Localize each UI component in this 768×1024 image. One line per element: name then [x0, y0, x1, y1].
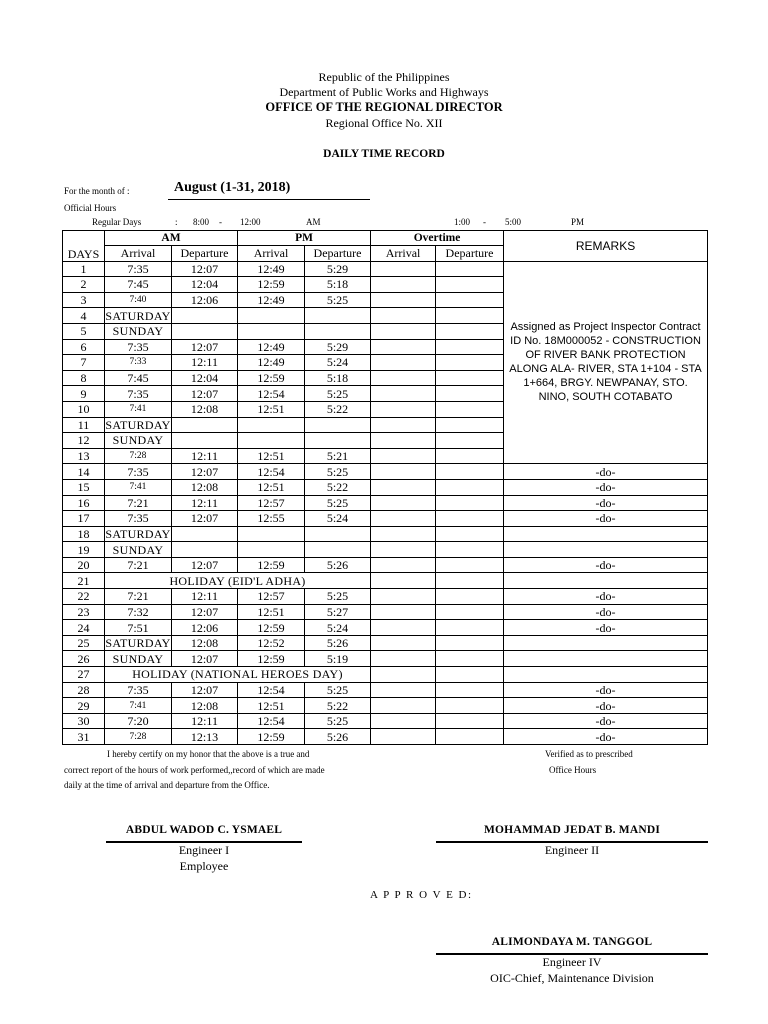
days-header: DAYS [63, 231, 105, 262]
ot-arrival [371, 417, 436, 433]
employee-name: ABDUL WADOD C. YSMAEL [125, 824, 283, 836]
pm-departure: 5:25 [305, 589, 371, 605]
ot-departure [436, 682, 504, 698]
ot-departure [436, 511, 504, 527]
ot-arrival [371, 464, 436, 480]
pm-departure: 5:18 [305, 370, 371, 386]
ot-departure [436, 339, 504, 355]
remarks-cell: -do- [504, 479, 708, 495]
pm-dash: - [483, 217, 486, 227]
day-number: 16 [63, 495, 105, 511]
ot-arrival [371, 479, 436, 495]
holiday-label: HOLIDAY (EID'L ADHA) [105, 573, 371, 589]
republic-text: Republic of the Philippines [318, 70, 450, 84]
day-number: 18 [63, 526, 105, 542]
am-departure: 12:04 [172, 277, 238, 293]
remarks-cell [504, 635, 708, 651]
am-departure: 12:07 [172, 386, 238, 402]
pm-departure: 5:26 [305, 729, 371, 745]
ot-departure [436, 433, 504, 449]
ot-arrival [371, 277, 436, 293]
pm-arrival: 12:55 [238, 511, 305, 527]
day-number: 12 [63, 433, 105, 449]
day-number: 31 [63, 729, 105, 745]
weekend-label: SUNDAY [105, 433, 172, 449]
weekend-label: SATURDAY [105, 417, 171, 432]
ot-arrival [371, 261, 436, 277]
weekend-label: SATURDAY [105, 636, 171, 651]
pm-arrival: 12:59 [238, 557, 305, 573]
month-label: For the month of : [64, 186, 130, 196]
ot-departure [436, 557, 504, 573]
pm-arrival-header: Arrival [238, 246, 305, 262]
header-row-top [63, 231, 708, 246]
ot-arrival [371, 667, 436, 683]
am-departure: 12:07 [172, 261, 238, 277]
am-arrival: 7:35 [105, 511, 172, 527]
day-number: 3 [63, 292, 105, 308]
pm-arrival: 12:54 [238, 713, 305, 729]
verified-line-2: Office Hours [549, 765, 597, 775]
pm-departure: 5:25 [305, 464, 371, 480]
table-row [63, 573, 708, 589]
am-departure: 12:07 [172, 651, 238, 667]
ot-departure [436, 292, 504, 308]
am-departure: 12:11 [172, 589, 238, 605]
pm-departure: 5:29 [305, 261, 371, 277]
ot-departure [436, 355, 504, 371]
ot-departure [436, 620, 504, 636]
remarks-cell: -do- [504, 698, 708, 714]
ot-departure [436, 667, 504, 683]
ot-arrival [371, 713, 436, 729]
am-departure [172, 308, 238, 324]
day-number: 19 [63, 542, 105, 558]
pm-arrival: 12:57 [238, 589, 305, 605]
pm-departure [305, 323, 371, 339]
remarks-cell [504, 573, 708, 589]
day-number: 17 [63, 511, 105, 527]
ot-arrival-header: Arrival [371, 246, 436, 262]
table-row [63, 589, 708, 605]
am-departure [172, 433, 238, 449]
ot-arrival [371, 651, 436, 667]
dtr-table [62, 230, 708, 745]
am-departure: 12:13 [172, 729, 238, 745]
remarks-assignment: Assigned as Project Inspector Contract ID No. 18M000052 - CONSTRUCTION OF RIVER BANK PROTECTION ALONG ALA- RIVER, STA 1+104 - STA 1+664, BRGY. NEWPANAY, STO. NINO, SOUTH COTABATO [504, 261, 708, 464]
am-departure: 12:07 [172, 511, 238, 527]
pm-departure-header: Departure [305, 246, 371, 262]
cert-line-1: I hereby certify on my honor that the above is a true and [107, 749, 310, 759]
weekend-label: SUNDAY [105, 651, 172, 667]
table-row [63, 495, 708, 511]
am-departure [172, 417, 238, 433]
am-arrival: 7:28 [105, 448, 172, 464]
office-title: OFFICE OF THE REGIONAL DIRECTOR [265, 100, 503, 114]
pm-arrival: 12:59 [238, 277, 305, 293]
day-number: 2 [63, 277, 105, 293]
pm-arrival: 12:57 [238, 495, 305, 511]
day-number: 9 [63, 386, 105, 402]
am-departure: 12:07 [172, 604, 238, 620]
ot-arrival [371, 433, 436, 449]
ot-departure [436, 479, 504, 495]
approver-role: OIC-Chief, Maintenance Division [490, 971, 654, 985]
remarks-cell [504, 542, 708, 558]
holiday-label: HOLIDAY (NATIONAL HEROES DAY) [105, 667, 371, 683]
verified-line-1: Verified as to prescribed [545, 749, 633, 759]
pm-departure [305, 433, 371, 449]
am-arrival: 7:21 [105, 557, 172, 573]
am-departure: 12:08 [172, 401, 238, 417]
day-number: 14 [63, 464, 105, 480]
table-row [63, 526, 708, 542]
pm-departure: 5:25 [305, 386, 371, 402]
table-row [63, 479, 708, 495]
am-arrival: 7:21 [105, 589, 172, 605]
ot-departure [436, 448, 504, 464]
pm-arrival: 12:59 [238, 370, 305, 386]
am-departure-header: Departure [172, 246, 238, 262]
am-departure: 12:11 [172, 713, 238, 729]
pm-departure: 5:19 [305, 651, 371, 667]
am-departure: 12:08 [172, 479, 238, 495]
day-number: 28 [63, 682, 105, 698]
ot-departure [436, 464, 504, 480]
weekend-label: SUNDAY [105, 323, 172, 339]
ot-arrival [371, 589, 436, 605]
remarks-cell: -do- [504, 464, 708, 480]
remarks-cell: -do- [504, 604, 708, 620]
pm-arrival [238, 542, 305, 558]
ot-arrival [371, 292, 436, 308]
remarks-cell: -do- [504, 729, 708, 745]
regular-days-label: Regular Days [92, 217, 142, 227]
day-number: 7 [63, 355, 105, 371]
am-departure: 12:11 [172, 448, 238, 464]
ot-arrival [371, 698, 436, 714]
am-arrival: 7:40 [105, 292, 172, 308]
pm-departure: 5:29 [305, 339, 371, 355]
table-row [63, 604, 708, 620]
cert-line-3: daily at the time of arrival and departure from the Office. [64, 780, 270, 790]
pm-departure: 5:24 [305, 620, 371, 636]
weekend-label: SATURDAY [105, 526, 171, 541]
day-number: 1 [63, 261, 105, 277]
pm-arrival: 12:49 [238, 292, 305, 308]
ot-arrival [371, 323, 436, 339]
am-departure: 12:07 [172, 557, 238, 573]
ot-departure [436, 589, 504, 605]
day-number: 22 [63, 589, 105, 605]
am-arrival: 7:21 [105, 495, 172, 511]
pm-arrival: 12:54 [238, 682, 305, 698]
verifier-title: Engineer II [544, 843, 600, 857]
pm-arrival [238, 526, 305, 542]
ot-arrival [371, 526, 436, 542]
ot-arrival [371, 604, 436, 620]
ot-departure [436, 308, 504, 324]
remarks-cell: -do- [504, 682, 708, 698]
day-number: 30 [63, 713, 105, 729]
day-number: 26 [63, 651, 105, 667]
weekend-label: SATURDAY [105, 308, 171, 323]
pm-arrival: 12:49 [238, 339, 305, 355]
day-number: 23 [63, 604, 105, 620]
am-arrival: 7:41 [105, 698, 172, 714]
pm-arrival: 12:51 [238, 604, 305, 620]
ot-departure [436, 370, 504, 386]
am-start-time: 8:00 [193, 217, 210, 227]
table-row [63, 261, 708, 277]
day-number: 10 [63, 401, 105, 417]
pm-departure [305, 308, 371, 324]
pm-departure: 5:25 [305, 495, 371, 511]
table-row [63, 729, 708, 745]
remarks-cell: -do- [504, 511, 708, 527]
ot-departure [436, 698, 504, 714]
ot-departure [436, 401, 504, 417]
day-number: 27 [63, 667, 105, 683]
ot-arrival [371, 448, 436, 464]
pm-start-time: 1:00 [454, 217, 471, 227]
ot-arrival [371, 682, 436, 698]
remarks-cell: -do- [504, 557, 708, 573]
am-arrival: 7:35 [105, 386, 172, 402]
pm-arrival [238, 323, 305, 339]
remarks-cell [504, 526, 708, 542]
pm-departure [305, 417, 371, 433]
am-departure: 12:07 [172, 339, 238, 355]
ot-arrival [371, 386, 436, 402]
ot-departure [436, 261, 504, 277]
ot-departure [436, 604, 504, 620]
pm-arrival: 12:59 [238, 729, 305, 745]
am-departure: 12:08 [172, 635, 238, 651]
pm-arrival [238, 308, 305, 324]
table-row [63, 667, 708, 683]
ot-departure [436, 323, 504, 339]
remarks-cell: -do- [504, 713, 708, 729]
table-row [63, 635, 708, 651]
pm-arrival: 12:54 [238, 386, 305, 402]
table-row [63, 542, 708, 558]
remarks-cell [504, 651, 708, 667]
am-header: AM [105, 231, 238, 246]
ot-arrival [371, 401, 436, 417]
day-number: 25 [63, 635, 105, 651]
am-arrival-header: Arrival [105, 246, 172, 262]
employee-title: Engineer I [178, 843, 230, 857]
am-departure: 12:04 [172, 370, 238, 386]
pm-arrival [238, 433, 305, 449]
am-departure [172, 323, 238, 339]
table-row [63, 698, 708, 714]
am-arrival: 7:35 [105, 261, 172, 277]
table-row [63, 620, 708, 636]
am-arrival: 7:32 [105, 604, 172, 620]
pm-arrival: 12:51 [238, 479, 305, 495]
table-row [63, 713, 708, 729]
day-number: 4 [63, 308, 105, 324]
month-value: August (1-31, 2018) [174, 180, 291, 195]
day-number: 24 [63, 620, 105, 636]
pm-departure: 5:27 [305, 604, 371, 620]
am-arrival: 7:35 [105, 339, 172, 355]
am-departure: 12:07 [172, 464, 238, 480]
am-arrival: 7:41 [105, 479, 172, 495]
am-arrival: 7:35 [105, 682, 172, 698]
am-dash: - [219, 217, 222, 227]
ot-arrival [371, 635, 436, 651]
pm-departure [305, 526, 371, 542]
pm-departure: 5:26 [305, 635, 371, 651]
pm-arrival: 12:59 [238, 651, 305, 667]
page-title: DAILY TIME RECORD [323, 148, 445, 160]
pm-departure: 5:26 [305, 557, 371, 573]
overtime-header: Overtime [371, 231, 504, 246]
remarks-cell: -do- [504, 495, 708, 511]
pm-arrival: 12:59 [238, 620, 305, 636]
department-text: Department of Public Works and Highways [279, 85, 489, 99]
am-departure: 12:11 [172, 355, 238, 371]
ot-arrival [371, 729, 436, 745]
am-departure: 12:07 [172, 682, 238, 698]
am-arrival: 7:20 [105, 713, 172, 729]
pm-arrival: 12:51 [238, 401, 305, 417]
regional-office-text: Regional Office No. XII [325, 116, 443, 130]
ot-departure [436, 713, 504, 729]
table-row [63, 511, 708, 527]
ot-arrival [371, 620, 436, 636]
day-number: 20 [63, 557, 105, 573]
pm-header: PM [238, 231, 371, 246]
pm-arrival: 12:49 [238, 261, 305, 277]
pm-departure [305, 542, 371, 558]
day-number: 15 [63, 479, 105, 495]
am-departure [172, 526, 238, 542]
ot-arrival [371, 355, 436, 371]
ot-arrival [371, 308, 436, 324]
pm-label: PM [571, 217, 585, 227]
ot-departure [436, 573, 504, 589]
am-departure: 12:08 [172, 698, 238, 714]
pm-arrival: 12:52 [238, 635, 305, 651]
am-label: AM [306, 217, 321, 227]
remarks-cell: -do- [504, 589, 708, 605]
table-row [63, 651, 708, 667]
pm-arrival: 12:51 [238, 448, 305, 464]
am-arrival: 7:41 [105, 401, 172, 417]
pm-arrival: 12:49 [238, 355, 305, 371]
pm-end-time: 5:00 [505, 217, 522, 227]
ot-departure [436, 542, 504, 558]
pm-departure: 5:22 [305, 479, 371, 495]
day-number: 8 [63, 370, 105, 386]
pm-departure: 5:18 [305, 277, 371, 293]
am-end-time: 12:00 [240, 217, 261, 227]
day-number: 6 [63, 339, 105, 355]
ot-departure [436, 526, 504, 542]
ot-departure [436, 386, 504, 402]
pm-arrival: 12:51 [238, 698, 305, 714]
table-row [63, 557, 708, 573]
ot-departure [436, 417, 504, 433]
ot-arrival [371, 542, 436, 558]
approver-name: ALIMONDAYA M. TANGGOL [491, 936, 653, 948]
dtr-body [63, 261, 708, 744]
pm-arrival: 12:54 [238, 464, 305, 480]
approved-label: A P P R O V E D: [370, 889, 473, 901]
month-underline [168, 199, 370, 200]
ot-arrival [371, 511, 436, 527]
pm-departure: 5:24 [305, 355, 371, 371]
pm-departure: 5:25 [305, 713, 371, 729]
am-arrival: 7:45 [105, 277, 172, 293]
am-arrival: 7:33 [105, 355, 172, 371]
am-departure [172, 542, 238, 558]
remarks-header: REMARKS [504, 231, 708, 262]
table-row [63, 464, 708, 480]
ot-departure-header: Departure [436, 246, 504, 262]
official-hours-label: Official Hours [64, 203, 117, 213]
regular-days-colon: : [175, 217, 178, 227]
pm-arrival [238, 417, 305, 433]
approver-title: Engineer IV [542, 955, 602, 969]
ot-arrival [371, 495, 436, 511]
am-departure: 12:06 [172, 620, 238, 636]
ot-departure [436, 277, 504, 293]
am-departure: 12:06 [172, 292, 238, 308]
remarks-cell [504, 667, 708, 683]
verifier-name: MOHAMMAD JEDAT B. MANDI [483, 824, 661, 836]
pm-departure: 5:25 [305, 292, 371, 308]
pm-departure: 5:24 [305, 511, 371, 527]
ot-departure [436, 651, 504, 667]
ot-arrival [371, 339, 436, 355]
am-arrival: 7:28 [105, 729, 172, 745]
pm-departure: 5:21 [305, 448, 371, 464]
am-arrival: 7:45 [105, 370, 172, 386]
cert-line-2: correct report of the hours of work performed,,record of which are made [64, 765, 325, 775]
day-number: 11 [63, 417, 105, 433]
weekend-label: SUNDAY [105, 542, 172, 558]
am-departure: 12:11 [172, 495, 238, 511]
day-number: 29 [63, 698, 105, 714]
ot-departure [436, 635, 504, 651]
table-row [63, 682, 708, 698]
am-arrival: 7:35 [105, 464, 172, 480]
pm-departure: 5:22 [305, 401, 371, 417]
day-number: 5 [63, 323, 105, 339]
pm-departure: 5:25 [305, 682, 371, 698]
day-number: 13 [63, 448, 105, 464]
pm-departure: 5:22 [305, 698, 371, 714]
ot-arrival [371, 370, 436, 386]
am-arrival: 7:51 [105, 620, 172, 636]
day-number: 21 [63, 573, 105, 589]
ot-arrival [371, 573, 436, 589]
employee-role: Employee [179, 859, 229, 873]
ot-departure [436, 495, 504, 511]
ot-departure [436, 729, 504, 745]
ot-arrival [371, 557, 436, 573]
remarks-cell: -do- [504, 620, 708, 636]
